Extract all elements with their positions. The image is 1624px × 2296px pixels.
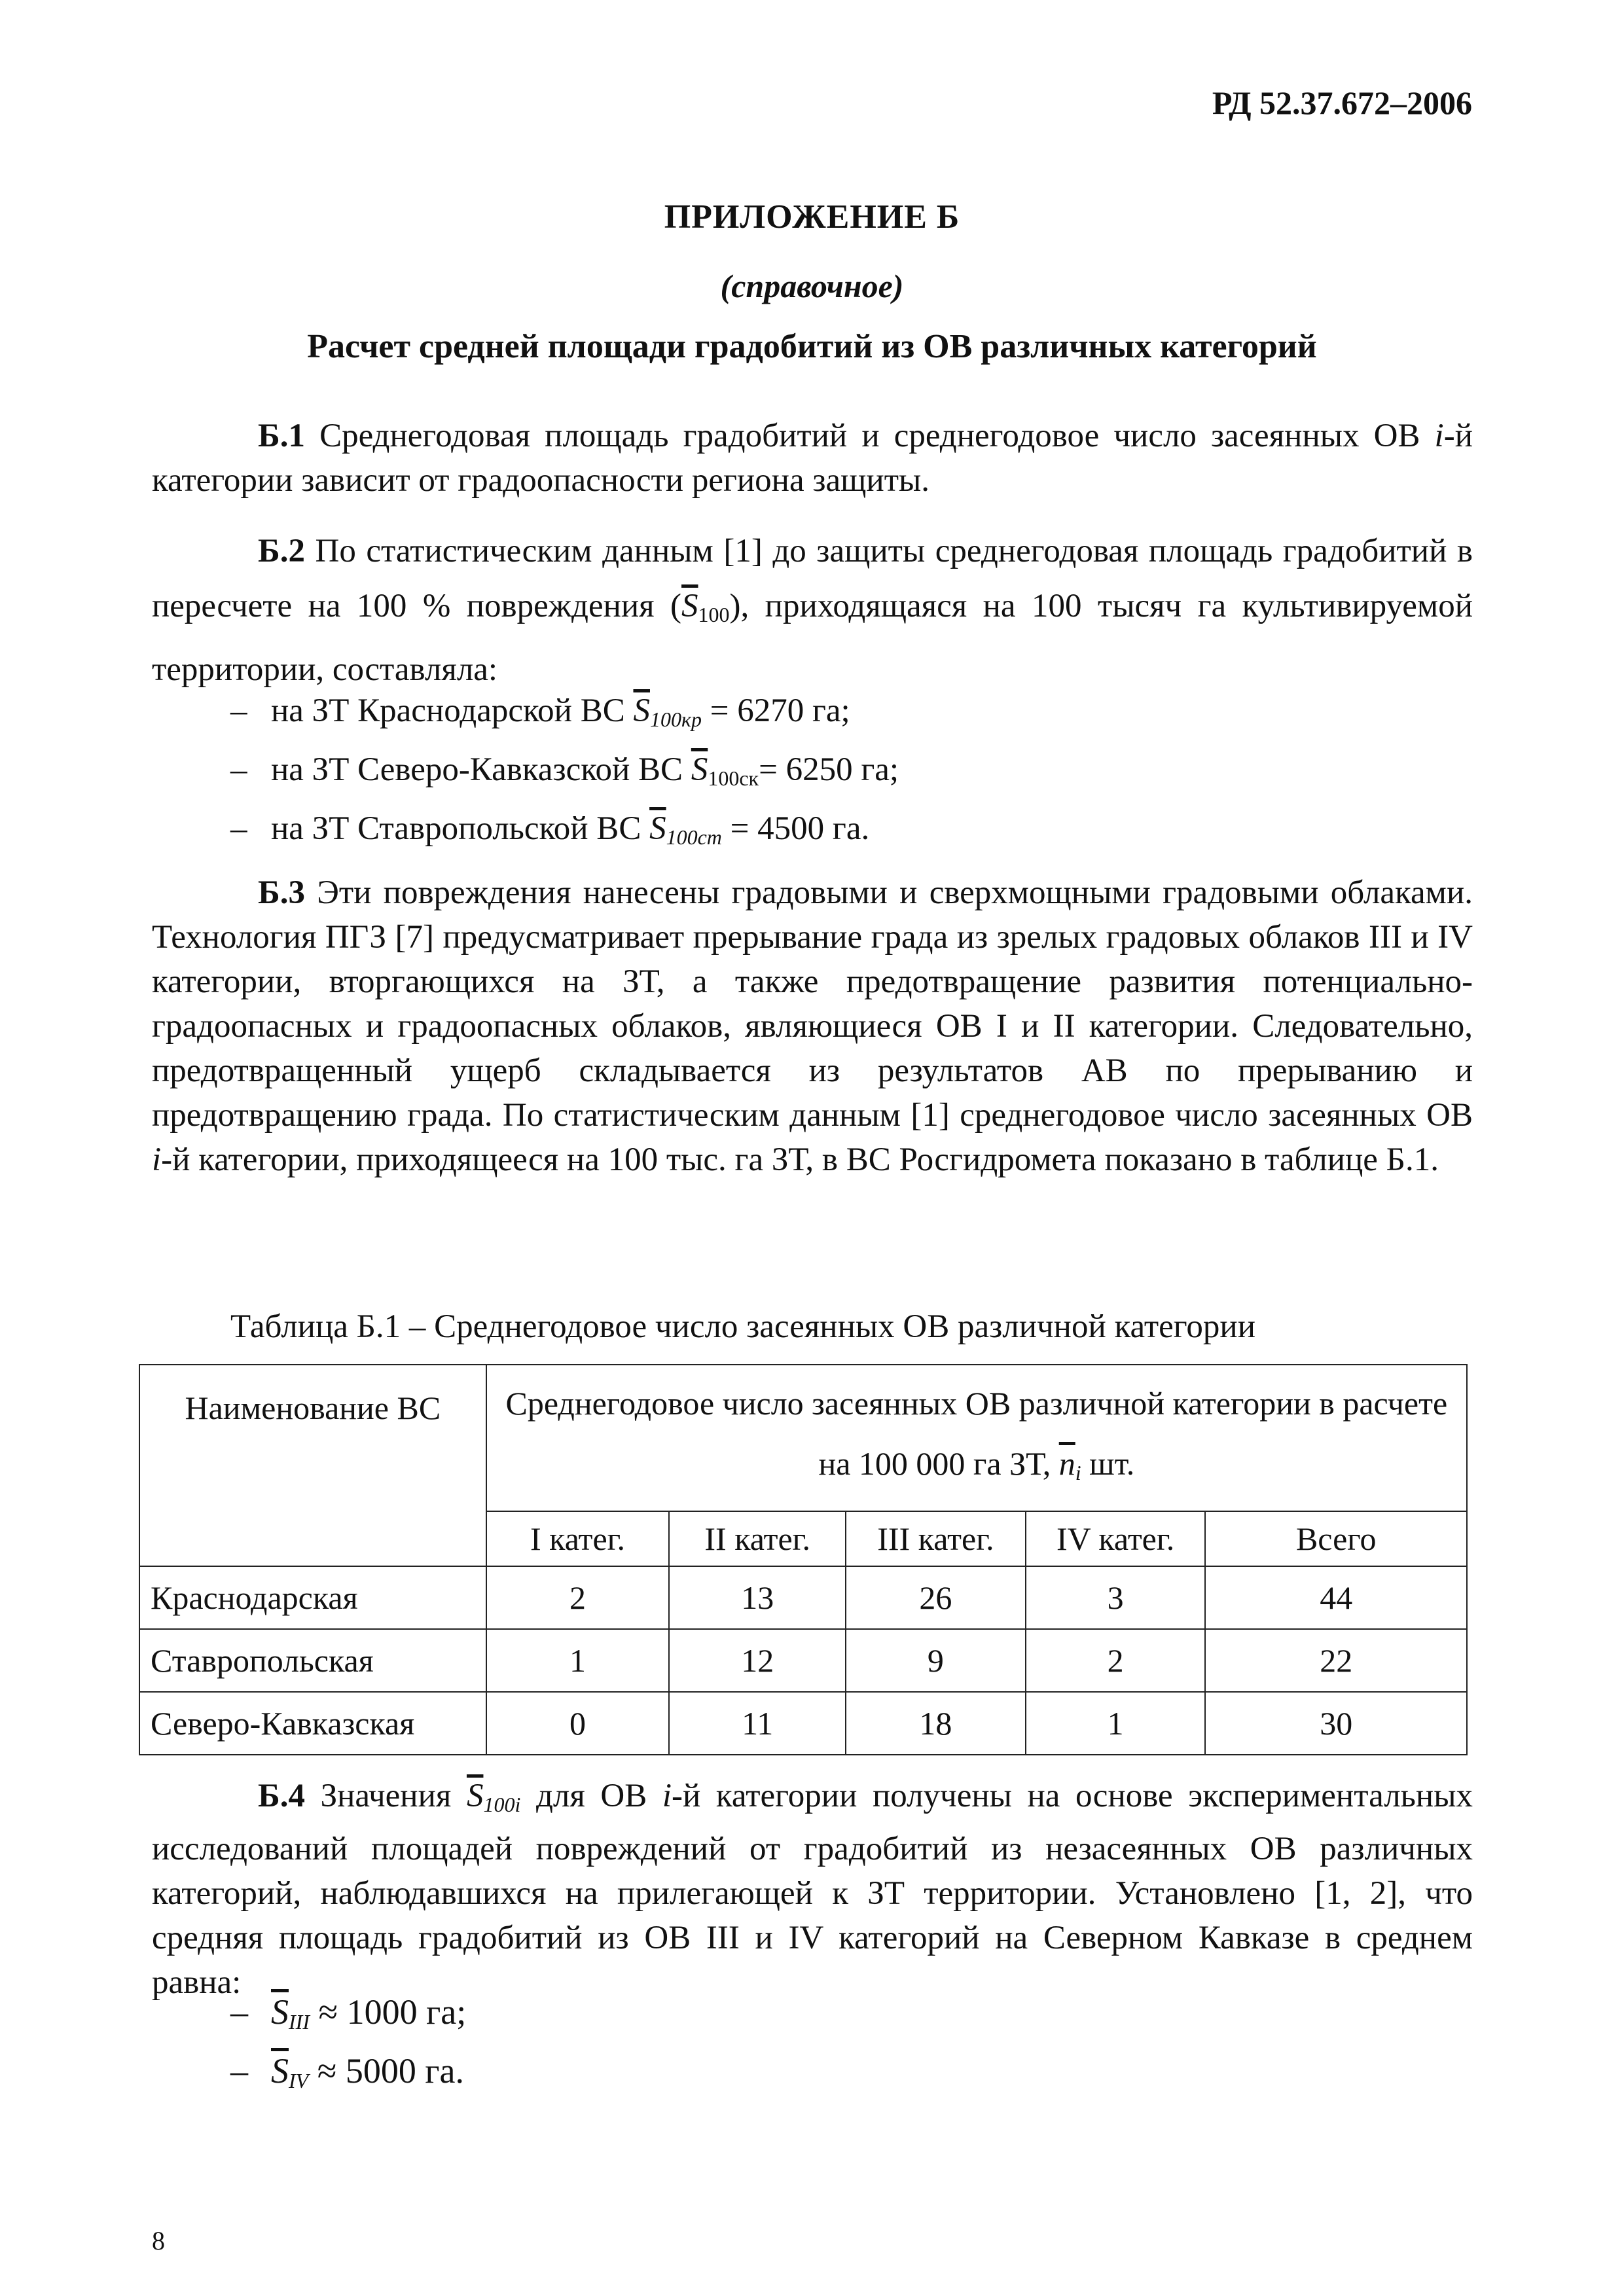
- paragraph-b1: [152, 414, 1473, 503]
- list-item: [230, 1990, 466, 2044]
- appendix-note: (справочное): [720, 268, 904, 304]
- list-value: = 6250 га;: [759, 751, 899, 788]
- paragraph-text: -й категории получены на основе экспериментальных исследований площадей повреждений от градобитий из незасеянных ОВ различных категорий, наблюдавшихся на прилегающей к ЗТ территории. Установлено [1, 2], что средняя площадь градобитий из ОВ III и IV категорий на Северном Кавказе в среднем равна:: [152, 1778, 1473, 2001]
- table-cell: 0: [486, 1692, 670, 1755]
- table-cell: 2: [486, 1566, 670, 1629]
- paragraph-text: -й категории, приходящееся на 100 тыс. га ЗТ, в ВС Росгидромета показано в таблице Б.1.: [161, 1141, 1439, 1178]
- list-value: = 4500 га.: [721, 810, 870, 847]
- table-cell: 9: [846, 1629, 1026, 1692]
- math-symbol: $\overline{S}$: [633, 692, 650, 729]
- math-symbol: i: [1434, 418, 1444, 454]
- table-cell: 1: [486, 1629, 670, 1692]
- paragraph-number: Б.3: [258, 874, 305, 911]
- math-symbol: $\overline{S}$: [681, 588, 698, 624]
- list-dash: –: [230, 2051, 248, 2090]
- list-value: = 6270 га;: [701, 692, 850, 729]
- list-item: [230, 2049, 464, 2103]
- table-cell: 3: [1026, 1566, 1206, 1629]
- math-subscript: i: [1075, 1461, 1081, 1484]
- math-symbol: $\overline{S}$: [271, 2051, 289, 2090]
- table-cell: 26: [846, 1566, 1026, 1629]
- column-header: III катег.: [846, 1511, 1026, 1566]
- column-header: II катег.: [669, 1511, 846, 1566]
- math-symbol: $\overline{n}$: [1058, 1445, 1075, 1482]
- paragraph-text: для ОВ: [520, 1778, 662, 1814]
- paragraph-text: -й категории зависит от градоопасности региона защиты.: [152, 418, 1473, 499]
- math-symbol: i: [152, 1141, 162, 1178]
- paragraph-b4: [152, 1774, 1473, 2005]
- appendix-heading: Расчет средней площади градобитий из ОВ различных категорий: [307, 328, 1317, 365]
- math-subscript: IV: [289, 2069, 309, 2092]
- column-header-name: Наименование ВС: [139, 1365, 486, 1566]
- table-row: [139, 1692, 1467, 1755]
- list-dash: –: [230, 1992, 248, 2032]
- table-cell: 13: [669, 1566, 846, 1629]
- list-text: на ЗТ Северо-Кавказской ВС: [271, 751, 691, 788]
- table-cell: 12: [669, 1629, 846, 1692]
- table-cell: 1: [1026, 1692, 1206, 1755]
- column-header: Всего: [1205, 1511, 1467, 1566]
- paragraph-text: Среднегодовая площадь градобитий и среднегодовое число засеянных ОВ: [304, 418, 1435, 454]
- math-symbol: $\overline{S}$: [271, 1992, 289, 2032]
- paragraph-number: Б.1: [258, 418, 305, 454]
- row-name: Ставропольская: [139, 1629, 486, 1692]
- table-cell: 11: [669, 1692, 846, 1755]
- list-dash: –: [230, 810, 247, 847]
- paragraph-text: Эти повреждения нанесены градовыми и сверхмощными градовыми облаками. Технология ПГЗ [7] предусматривает прерывание града из зрелых градовых облаков III и IV категории, вторгающихся на ЗТ, а также предотвращение развития потенциально-градоопасных и градоопасных облаков, являющиеся ОВ I и II категории. Следовательно, предотвращенный ущерб складывается из результатов АВ по прерыванию и предотвращению града. По статистическим данным [1] среднегодовое число засеянных ОВ: [152, 874, 1473, 1134]
- table-caption: Таблица Б.1 – Среднегодовое число засеянных ОВ различной категории: [230, 1308, 1255, 1345]
- math-subscript: III: [289, 2010, 310, 2034]
- table-row: [139, 1629, 1467, 1692]
- math-subscript: 100ск: [708, 766, 759, 790]
- table-cell: 2: [1026, 1629, 1206, 1692]
- paragraph-number: Б.2: [258, 533, 305, 569]
- document-code: РД 52.37.672–2006: [1212, 84, 1472, 121]
- paragraph-text: ), приходящаяся на 100 тысяч га культивируемой территории, составляла:: [152, 588, 1473, 688]
- table-cell: 22: [1205, 1629, 1467, 1692]
- column-group-header: [486, 1365, 1467, 1511]
- math-subscript: 100: [698, 603, 730, 626]
- paragraph-number: Б.4: [258, 1778, 305, 1814]
- math-symbol: $\overline{S}$: [466, 1778, 484, 1814]
- list-text: на ЗТ Ставропольской ВС: [271, 810, 650, 847]
- math-subscript: 100кр: [649, 708, 702, 731]
- row-name: Северо-Кавказская: [139, 1692, 486, 1755]
- column-header: IV катег.: [1026, 1511, 1206, 1566]
- appendix-title: ПРИЛОЖЕНИЕ Б: [664, 198, 960, 236]
- group-header-unit: шт.: [1081, 1445, 1135, 1482]
- math-subscript: 100i: [483, 1793, 521, 1816]
- table-cell: 18: [846, 1692, 1026, 1755]
- list-item: [230, 806, 869, 859]
- math-symbol: $\overline{S}$: [649, 810, 666, 847]
- list-value: ≈ 1000 га;: [309, 1992, 467, 2032]
- paragraph-b2: [152, 524, 1473, 697]
- table-row: [139, 1566, 1467, 1629]
- paragraph-text: Значения: [304, 1778, 467, 1814]
- data-table: [139, 1364, 1468, 1755]
- list-dash: –: [230, 751, 247, 788]
- math-symbol: i: [662, 1778, 672, 1814]
- math-symbol: $\overline{S}$: [691, 751, 708, 788]
- list-value: ≈ 5000 га.: [308, 2051, 464, 2090]
- math-subscript: 100ст: [666, 825, 722, 849]
- table-cell: 30: [1205, 1692, 1467, 1755]
- column-header: I катег.: [486, 1511, 670, 1566]
- paragraph-b3: [152, 870, 1473, 1182]
- list-dash: –: [230, 692, 247, 729]
- table-cell: 44: [1205, 1566, 1467, 1629]
- row-name: Краснодарская: [139, 1566, 486, 1629]
- list-item: [230, 747, 899, 800]
- list-item: [230, 689, 850, 742]
- group-header-text: Среднегодовое число засеянных ОВ различной категории в расчете на 100 000 га ЗТ,: [505, 1385, 1448, 1482]
- list-text: на ЗТ Краснодарской ВС: [271, 692, 634, 729]
- page-number: 8: [152, 2226, 165, 2255]
- paragraph-text: По статистическим данным [1] до защиты среднегодовая площадь градобитий в пересчете на 100 % повреждения (: [152, 533, 1473, 624]
